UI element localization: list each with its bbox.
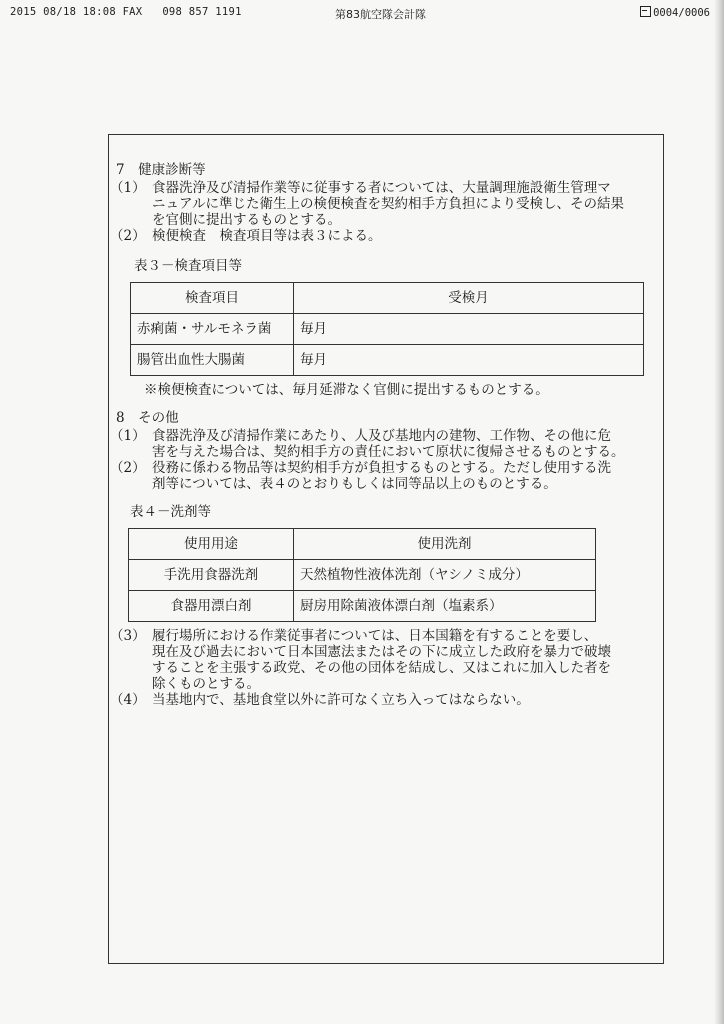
item-number: （1） — [110, 180, 146, 196]
table-3-note: ※検便検査については、毎月延滞なく官側に提出するものとする。 — [144, 382, 549, 398]
table-header-row — [129, 529, 596, 560]
item-line: 検便検査 検査項目等は表３による。 — [152, 228, 382, 244]
table-header-cell: 受検月 — [294, 283, 644, 314]
table-header-row — [131, 283, 644, 314]
item-line: 食器洗浄及び清掃作業にあたり、人及び基地内の建物、工作物、その他に危 — [152, 428, 611, 444]
item-number: （4） — [110, 692, 146, 708]
table-cell: 毎月 — [294, 345, 644, 376]
table-cell: 厨房用除菌液体漂白剤（塩素系） — [294, 591, 596, 622]
item-line: 履行場所における作業従事者については、日本国籍を有することを要し、 — [152, 628, 598, 644]
table-4-caption: 表４－洗剤等 — [130, 504, 211, 520]
item-number: （2） — [110, 460, 146, 476]
table-cell: 赤痢菌・サルモネラ菌 — [131, 314, 294, 345]
item-line: 現在及び過去において日本国憲法またはその下に成立した政府を暴力で破壊 — [152, 644, 611, 660]
scan-edge-shadow — [714, 0, 724, 1024]
table-cell: 毎月 — [294, 314, 644, 345]
item-line: ニュアルに準じた衛生上の検便検査を契約相手方負担により受検し、その結果 — [152, 196, 624, 212]
table-cell: 天然植物性液体洗剤（ヤシノミ成分） — [294, 560, 596, 591]
table-cell: 腸管出血性大腸菌 — [131, 345, 294, 376]
section-7-title: 7 健康診断等 — [116, 162, 206, 178]
table-header-cell: 使用用途 — [129, 529, 294, 560]
section-7-item-1 — [110, 180, 652, 228]
table-row — [131, 345, 644, 376]
section-8-item-2 — [110, 460, 652, 492]
item-line: することを主張する政党、その他の団体を結成し、又はこれに加入した者を — [152, 660, 611, 676]
table-header-cell: 検査項目 — [131, 283, 294, 314]
section-7-item-2 — [110, 228, 652, 244]
table-3-caption: 表３－検査項目等 — [134, 258, 242, 274]
section-8-item-3 — [110, 628, 652, 692]
item-line: 食器洗浄及び清掃作業等に従事する者については、大量調理施設衛生管理マ — [152, 180, 611, 196]
table-3 — [130, 282, 644, 376]
fax-sender: 第83航空隊会計隊 — [335, 8, 426, 21]
section-8-item-1 — [110, 428, 652, 460]
item-line: 役務に係わる物品等は契約相手方が負担するものとする。ただし使用する洗 — [152, 460, 611, 476]
table-cell: 手洗用食器洗剤 — [129, 560, 294, 591]
section-8-title: 8 その他 — [116, 410, 179, 426]
item-line: 当基地内で、基地食堂以外に許可なく立ち入ってはならない。 — [152, 692, 530, 708]
table-header-cell: 使用洗剤 — [294, 529, 596, 560]
table-row — [131, 314, 644, 345]
item-line: 剤等については、表４のとおりもしくは同等品以上のものとする。 — [152, 476, 557, 492]
section-8-item-4 — [110, 692, 652, 708]
fax-page-counter: 0004/0006 — [640, 6, 710, 19]
item-line: 除くものとする。 — [152, 676, 260, 692]
fax-datetime: 2015 08/18 18:08 FAX 098 857 1191 — [10, 6, 242, 18]
fax-header — [10, 6, 710, 24]
fax-number: 098 857 1191 — [162, 6, 242, 18]
table-row — [129, 591, 596, 622]
table-cell: 食器用漂白剤 — [129, 591, 294, 622]
item-number: （2） — [110, 228, 146, 244]
item-number: （1） — [110, 428, 146, 444]
table-row — [129, 560, 596, 591]
item-line: を官側に提出するものとする。 — [152, 212, 341, 228]
item-number: （3） — [110, 628, 146, 644]
item-line: 害を与えた場合は、契約相手方の責任において原状に復帰させるものとする。 — [152, 444, 625, 460]
fax-page-icon — [640, 6, 651, 17]
table-4 — [128, 528, 596, 622]
